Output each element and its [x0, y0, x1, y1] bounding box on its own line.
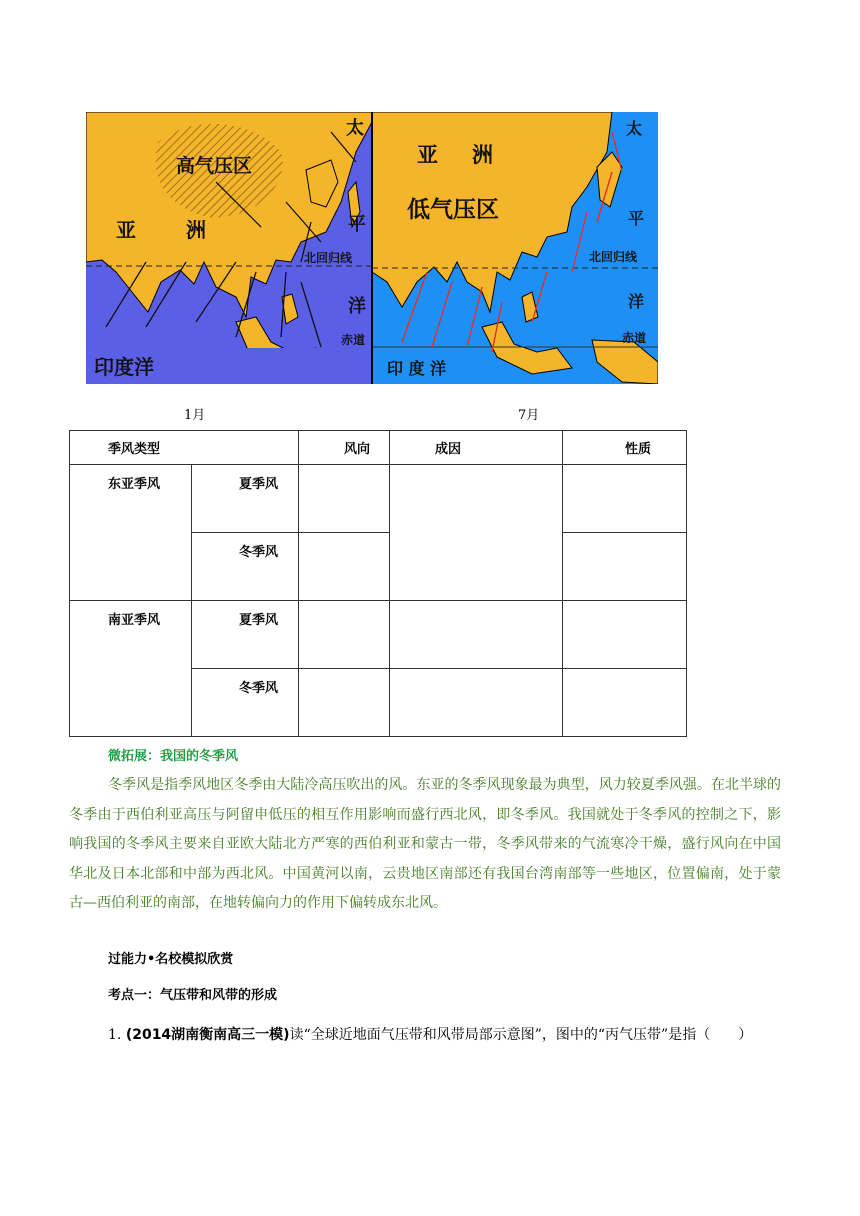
question-1: [69, 1020, 781, 1051]
jul-pacific-char2: 平: [628, 209, 645, 228]
east-asia-cause: [390, 465, 563, 601]
monsoon-maps: [86, 112, 658, 384]
january-map: [86, 112, 372, 384]
question-text: 读“全球近地面气压带和风带局部示意图”，图中的“丙气压带”是指（ ）: [289, 1027, 753, 1043]
jan-pacific-char2: 平: [348, 214, 366, 235]
january-caption: 1月: [184, 408, 206, 423]
south-asia-winter-nature: [563, 669, 687, 737]
header-nature: 性质: [563, 431, 687, 465]
jan-pacific-char1: 太: [346, 118, 364, 139]
jan-asia-char2: 洲: [186, 218, 206, 242]
south-asia-winter-label: 冬季风: [192, 669, 299, 737]
jul-tropic-label: 北回归线: [589, 250, 638, 264]
jan-indian-ocean-label: 印度洋: [94, 355, 154, 379]
jan-tropic-label: 北回归线: [304, 251, 353, 265]
july-caption: 7月: [518, 408, 540, 423]
jul-indian-ocean-label: 印 度 洋: [387, 359, 447, 378]
section-heading-practice: 过能力•名校模拟欣赏: [108, 952, 234, 967]
south-asia-summer-cause: [390, 601, 563, 669]
region-east-asia: 东亚季风: [70, 465, 192, 601]
jul-pacific-char1: 太: [626, 119, 643, 138]
jul-asia-char1: 亚: [417, 143, 438, 167]
east-asia-winter-nature: [563, 533, 687, 601]
south-asia-winter-direction: [299, 669, 390, 737]
south-asia-summer-nature: [563, 601, 687, 669]
jul-pacific-char3: 洋: [628, 292, 645, 311]
east-asia-winter-label: 冬季风: [192, 533, 299, 601]
jul-low-pressure-label: 低气压区: [407, 197, 499, 223]
region-south-asia: 南亚季风: [70, 601, 192, 737]
south-asia-summer-label: 夏季风: [192, 601, 299, 669]
header-type: 季风类型: [70, 431, 299, 465]
question-number: 1.: [108, 1027, 122, 1043]
extension-paragraph: 冬季风是指季风地区冬季由大陆冷高压吹出的风。东亚的冬季风现象最为典型，风力较夏季风强。在北半球的冬季由于西伯利亚高压与阿留申低压的相互作用影响而盛行西北风，即冬季风。我国就处于冬季风的控制之下，影响我国的冬季风主要来自亚欧大陆北方严寒的西伯利亚和蒙古一带，冬季风带来的气流寒冷干燥，盛行风向在中国华北及日本北部和中部为西北风。中国黄河以南，云贵地区南部还有我国台湾南部等一些地区，位置偏南，处于蒙古—西伯利亚的南部，在地转偏向力的作用下偏转成东北风。: [69, 777, 781, 911]
header-cause: 成因: [390, 431, 563, 465]
jan-equator-label: 赤道: [341, 333, 366, 347]
jul-asia-char2: 洲: [472, 143, 493, 167]
east-asia-winter-direction: [299, 533, 390, 601]
jul-equator-label: 赤道: [622, 331, 647, 345]
east-asia-summer-label: 夏季风: [192, 465, 299, 533]
south-asia-summer-direction: [299, 601, 390, 669]
extension-title: 微拓展：我国的冬季风: [108, 749, 239, 764]
question-source: (2014湖南衡南高三一模): [125, 1027, 290, 1043]
monsoon-table: [69, 430, 687, 737]
south-asia-winter-cause: [390, 669, 563, 737]
east-asia-summer-direction: [299, 465, 390, 533]
jan-pacific-char3: 洋: [348, 296, 366, 317]
jan-asia-char1: 亚: [116, 218, 136, 242]
july-map: [372, 112, 658, 384]
east-asia-summer-nature: [563, 465, 687, 533]
section-heading-topic1: 考点一：气压带和风带的形成: [108, 988, 278, 1003]
jan-high-pressure-label: 高气压区: [176, 155, 253, 177]
header-direction: 风向: [299, 431, 390, 465]
